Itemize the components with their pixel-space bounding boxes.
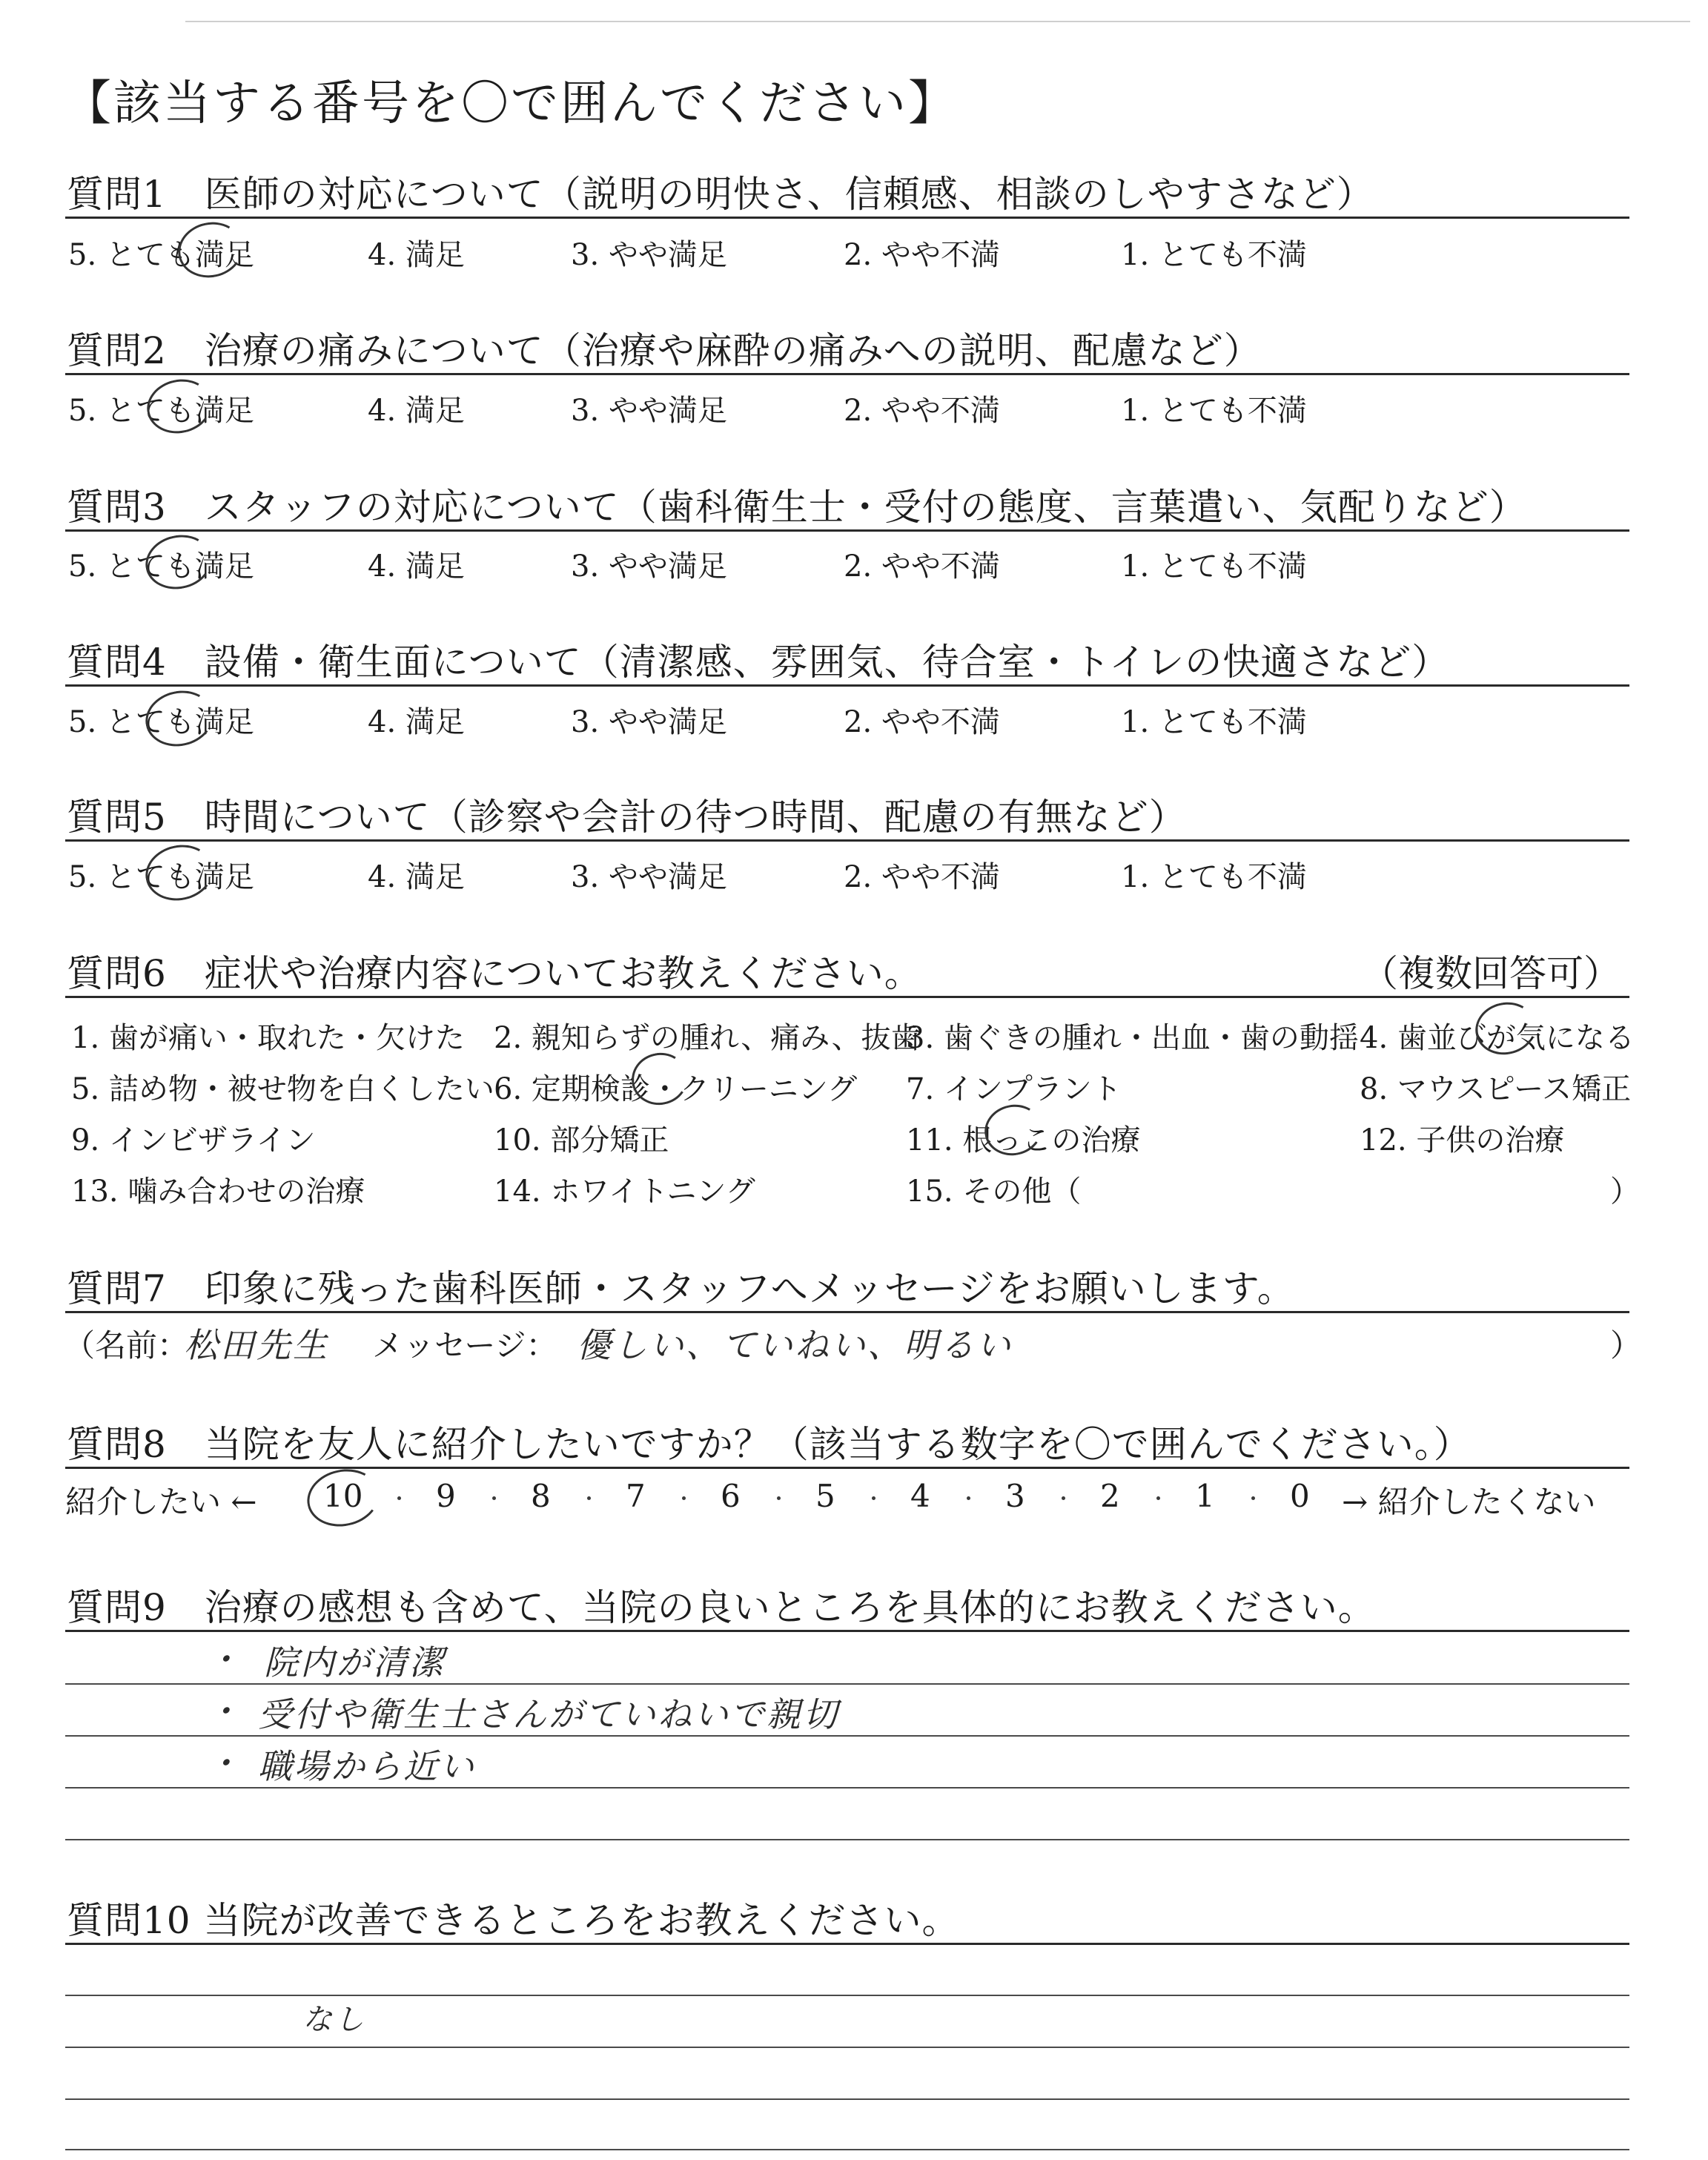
q2-option-3[interactable]: 3. やや満足 [571,394,727,428]
q5-option-4[interactable]: 4. 満足 [368,860,465,894]
q1-title: 質問1 医師の対応について（説明の明快さ、信頼感、相談のしやすさなど） [67,173,1374,216]
q8-separator-dot [1156,1496,1160,1500]
q8-scale-1[interactable]: 1 [1195,1478,1215,1514]
q9-bullet: ・ [206,1639,242,1680]
q6-item-9[interactable]: 9. インビザライン [71,1123,316,1157]
q2-option-5[interactable]: 5. とても満足 [68,394,254,428]
q5-option-1[interactable]: 1. とても不満 [1121,860,1307,894]
q8-scale-6[interactable]: 6 [721,1478,741,1514]
q1-option-3[interactable]: 3. やや満足 [571,238,727,272]
q1-rule [65,217,1629,219]
q3-answer-circle [140,529,216,595]
q6-item-5[interactable]: 5. 詰め物・被せ物を白くしたい [71,1072,494,1106]
scan-top-edge [185,21,1690,22]
q6-item-12[interactable]: 12. 子供の治療 [1360,1123,1565,1157]
q3-rule [65,529,1629,532]
q6-title: 質問6 症状や治療内容についてお教えください。 [67,952,922,995]
q5-rule [65,839,1629,842]
q6-other-close: ） [1610,1175,1640,1209]
q6-rule [65,996,1629,998]
q10-answer-line [65,2047,1629,2048]
q8-separator-dot [587,1496,591,1500]
q8-left-label: 紹介したい ← [65,1484,257,1520]
q6-item-11[interactable]: 11. 根っこの治療 [906,1123,1141,1157]
q3-option-3[interactable]: 3. やや満足 [571,549,727,584]
q7-message-value[interactable]: 優しい、ていねい、明るい [577,1325,1013,1365]
q4-option-2[interactable]: 2. やや不満 [844,705,1000,739]
q9-answer-2[interactable]: 受付や衛生士さんがていねいで親切 [258,1694,839,1734]
q7-message-label: メッセージ： [372,1327,557,1364]
q8-scale-5[interactable]: 5 [815,1478,835,1514]
q8-scale-3[interactable]: 3 [1005,1478,1025,1514]
q8-separator-dot [492,1496,496,1500]
q10-answer-1[interactable]: なし [302,2003,366,2037]
q6-item-15[interactable]: 15. その他（ [906,1175,1082,1209]
q4-option-1[interactable]: 1. とても不満 [1121,705,1307,739]
q6-item-4[interactable]: 4. 歯並びが気になる [1360,1021,1635,1055]
q8-title: 質問8 当院を友人に紹介したいですか？（該当する数字を〇で囲んでください。） [67,1423,1472,1466]
q6-item-3[interactable]: 3. 歯ぐきの腫れ・出血・歯の動揺 [906,1021,1359,1055]
q9-answer-line [65,1839,1629,1840]
q9-bullet: ・ [206,1743,242,1783]
q8-separator-dot [1062,1496,1065,1500]
q10-answer-line [65,2098,1629,2100]
q6-multi-note: （複数回答可） [1361,952,1621,995]
q10-answer-line [65,1995,1629,1996]
q2-option-4[interactable]: 4. 満足 [368,394,465,428]
q4-option-5[interactable]: 5. とても満足 [68,705,254,739]
q5-answer-circle [140,839,218,907]
form-header: 【該当する番号を〇で囲んでください】 [64,76,958,131]
q3-option-1[interactable]: 1. とても不満 [1121,549,1307,584]
q8-answer-circle [302,1463,385,1533]
q1-option-5[interactable]: 5. とても満足 [68,238,254,272]
q4-rule [65,684,1629,687]
q2-option-2[interactable]: 2. やや不満 [844,394,1000,428]
q1-option-1[interactable]: 1. とても不満 [1121,238,1307,272]
q1-option-4[interactable]: 4. 満足 [368,238,465,272]
q4-answer-circle [140,684,218,753]
q7-name-value[interactable]: 松田先生 [184,1325,329,1365]
q5-option-5[interactable]: 5. とても満足 [68,860,254,894]
q8-separator-dot [1251,1496,1255,1500]
q6-item-1[interactable]: 1. 歯が痛い・取れた・欠けた [71,1021,465,1055]
q6-item-2[interactable]: 2. 親知らずの腫れ、痛み、抜歯 [494,1021,921,1055]
q6-item-8[interactable]: 8. マウスピース矯正 [1360,1072,1632,1106]
q8-right-label: → 紹介したくない [1342,1484,1596,1520]
q4-option-3[interactable]: 3. やや満足 [571,705,727,739]
q10-rule [65,1943,1629,1945]
q5-title: 質問5 時間について（診察や会計の待つ時間、配慮の有無など） [67,796,1187,839]
q9-answer-3[interactable]: 職場から近い [258,1746,476,1786]
q6-item-10[interactable]: 10. 部分矯正 [494,1123,669,1157]
q8-scale-8[interactable]: 8 [531,1478,551,1514]
q3-option-5[interactable]: 5. とても満足 [68,549,254,584]
q9-answer-1[interactable]: 院内が清潔 [264,1642,446,1682]
q10-answer-line [65,2149,1629,2150]
q3-title: 質問3 スタッフの対応について（歯科衛生士・受付の態度、言葉遣い、気配りなど） [67,486,1527,529]
q4-option-4[interactable]: 4. 満足 [368,705,465,739]
q2-option-1[interactable]: 1. とても不満 [1121,394,1307,428]
q8-scale-10[interactable]: 10 [323,1478,363,1514]
q1-option-2[interactable]: 2. やや不満 [844,238,1000,272]
q2-rule [65,373,1629,375]
q9-title: 質問9 治療の感想も含めて、当院の良いところを具体的にお教えください。 [67,1586,1376,1629]
q6-item-13[interactable]: 13. 噛み合わせの治療 [71,1175,365,1209]
q8-separator-dot [777,1496,781,1500]
q8-scale-0[interactable]: 0 [1290,1478,1310,1514]
q5-option-3[interactable]: 3. やや満足 [571,860,727,894]
q4-title: 質問4 設備・衛生面について（清潔感、雰囲気、待合室・トイレの快適さなど） [67,641,1450,684]
q3-option-4[interactable]: 4. 満足 [368,549,465,584]
q9-rule [65,1630,1629,1632]
q8-separator-dot [682,1496,686,1500]
q8-rule [65,1467,1629,1469]
q7-name-label: （名前： [64,1327,189,1364]
q6-item-7[interactable]: 7. インプラント [906,1072,1122,1106]
q2-title: 質問2 治療の痛みについて（治療や麻酔の痛みへの説明、配慮など） [67,329,1262,372]
q8-separator-dot [967,1496,970,1500]
q10-title: 質問10 当院が改善できるところをお教えください。 [67,1899,960,1942]
q9-bullet: ・ [206,1691,242,1731]
q7-close: ） [1610,1327,1642,1364]
q8-scale-2[interactable]: 2 [1100,1478,1120,1514]
q5-option-2[interactable]: 2. やや不満 [844,860,1000,894]
q7-rule [65,1311,1629,1313]
q8-scale-4[interactable]: 4 [910,1478,930,1514]
q8-scale-9[interactable]: 9 [436,1478,456,1514]
q8-separator-dot [872,1496,875,1500]
q6-item-6[interactable]: 6. 定期検診・クリーニング [494,1072,858,1106]
q8-scale-7[interactable]: 7 [626,1478,646,1514]
q6-item-14[interactable]: 14. ホワイトニング [494,1175,755,1209]
q7-title: 質問7 印象に残った歯科医師・スタッフへメッセージをお願いします。 [67,1267,1295,1310]
q2-answer-circle [142,374,216,440]
q8-separator-dot [397,1496,401,1500]
q3-option-2[interactable]: 2. やや不満 [844,549,1000,584]
